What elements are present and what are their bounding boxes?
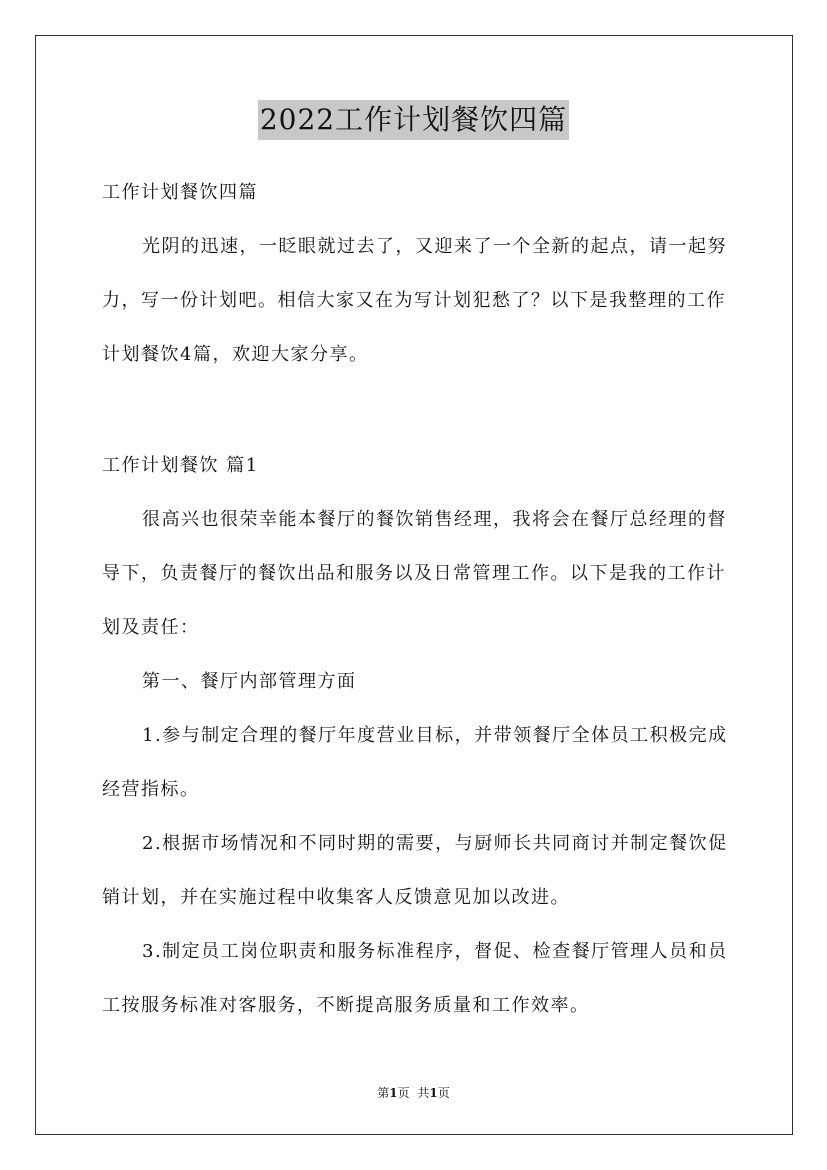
footer-total-number: 1 bbox=[429, 1086, 438, 1100]
document-title-wrap bbox=[0, 100, 827, 140]
list-item-2: 2.根据市场情况和不同时期的需要，与厨师长共同商讨并制定餐饮促销计划，并在实施过程中收集客人反馈意见加以改进。 bbox=[102, 833, 728, 908]
document-title: 2022工作计划餐饮四篇 bbox=[258, 100, 569, 140]
footer-page-prefix: 第 bbox=[377, 1086, 390, 1100]
sub-heading: 第一、餐厅内部管理方面 bbox=[142, 671, 357, 692]
body-paragraph: 很高兴也很荣幸能本餐厅的餐饮销售经理，我将会在餐厅总经理的督导下，负责餐厅的餐饮出品和服务以及日常管理工作。以下是我的工作计划及责任： bbox=[102, 509, 727, 638]
footer-total-prefix: 共 bbox=[417, 1086, 430, 1100]
page-footer bbox=[0, 1084, 827, 1101]
list-item-1: 1.参与制定合理的餐厅年度营业目标，并带领餐厅全体员工积极完成经营指标。 bbox=[102, 725, 728, 800]
footer-page-suffix: 页 bbox=[397, 1086, 410, 1100]
section-heading: 工作计划餐饮 篇1 bbox=[102, 455, 259, 476]
footer-total-suffix: 页 bbox=[437, 1086, 450, 1100]
subtitle-line: 工作计划餐饮四篇 bbox=[102, 182, 258, 203]
list-item-3: 3.制定员工岗位职责和服务标准程序，督促、检查餐厅管理人员和员工按服务标准对客服务，不断提高服务质量和工作效率。 bbox=[102, 941, 728, 1016]
intro-paragraph: 光阴的迅速，一眨眼就过去了，又迎来了一个全新的起点，请一起努力，写一份计划吧。相信大家又在为写计划犯愁了？以下是我整理的工作计划餐饮4篇，欢迎大家分享。 bbox=[102, 236, 727, 365]
footer-page-number: 1 bbox=[389, 1086, 398, 1100]
